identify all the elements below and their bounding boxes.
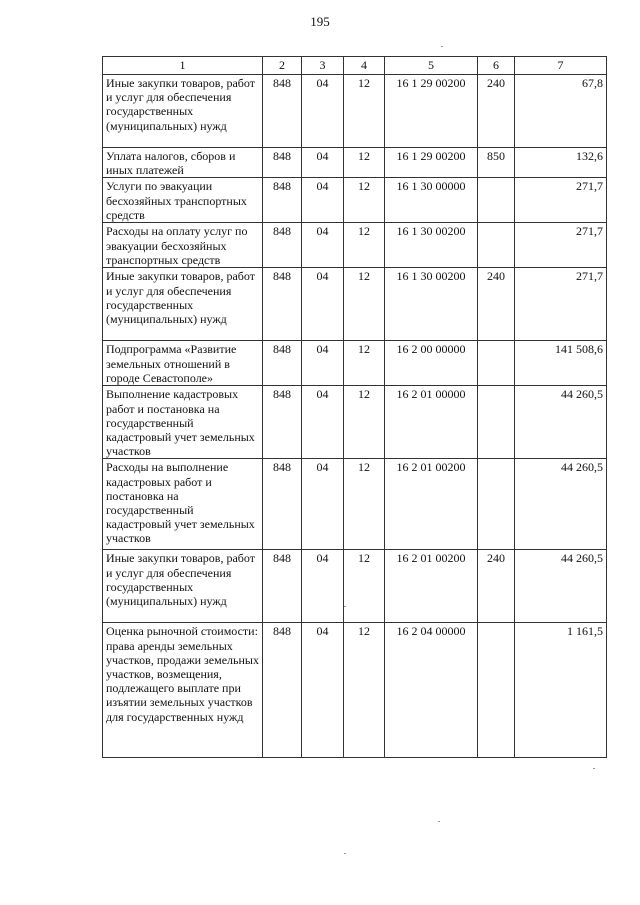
cell-name: Расходы на выполнение кадастровых работ и постановка на государственный кадастровый учет земельных участков (103, 459, 263, 550)
cell-csr: 16 2 00 00000 (385, 341, 478, 386)
cell-pr: 12 (344, 550, 385, 623)
cell-amount: 132,6 (515, 148, 607, 178)
cell-name: Иные закупки товаров, работ и услуг для обеспечения государственных (муниципальных) нужд (103, 268, 263, 341)
cell-pr: 12 (344, 459, 385, 550)
cell-rz: 04 (302, 386, 344, 459)
table-header-row (103, 57, 607, 75)
cell-amount: 271,7 (515, 178, 607, 223)
cell-pr: 12 (344, 268, 385, 341)
table-row (103, 223, 607, 268)
cell-name: Уплата налогов, сборов и иных платежей (103, 148, 263, 178)
table-row (103, 386, 607, 459)
cell-gr: 848 (263, 148, 302, 178)
cell-vr (478, 223, 515, 268)
cell-amount: 44 260,5 (515, 459, 607, 550)
cell-pr: 12 (344, 341, 385, 386)
table-row (103, 268, 607, 341)
header-cell-csr: 5 (385, 57, 478, 75)
table-row (103, 148, 607, 178)
table-row (103, 178, 607, 223)
cell-pr: 12 (344, 75, 385, 148)
cell-csr: 16 2 01 00200 (385, 459, 478, 550)
table-row (103, 75, 607, 148)
scan-speck (593, 768, 595, 769)
scan-speck (344, 606, 346, 607)
cell-amount: 271,7 (515, 268, 607, 341)
table-row (103, 459, 607, 550)
cell-csr: 16 1 29 00200 (385, 148, 478, 178)
scan-speck (438, 821, 440, 822)
table-row (103, 341, 607, 386)
cell-amount: 44 260,5 (515, 550, 607, 623)
cell-name: Услуги по эвакуации бесхозяйных транспортных средств (103, 178, 263, 223)
cell-rz: 04 (302, 623, 344, 758)
cell-name: Подпрограмма «Развитие земельных отношений в городе Севастополе» (103, 341, 263, 386)
cell-csr: 16 2 01 00200 (385, 550, 478, 623)
cell-gr: 848 (263, 550, 302, 623)
cell-name: Выполнение кадастровых работ и постановка на государственный кадастровый учет земельных участков (103, 386, 263, 459)
cell-vr: 850 (478, 148, 515, 178)
cell-gr: 848 (263, 386, 302, 459)
cell-amount: 141 508,6 (515, 341, 607, 386)
cell-pr: 12 (344, 148, 385, 178)
cell-csr: 16 1 30 00200 (385, 268, 478, 341)
cell-csr: 16 1 30 00200 (385, 223, 478, 268)
cell-name: Иные закупки товаров, работ и услуг для обеспечения государственных (муниципальных) нужд (103, 550, 263, 623)
cell-rz: 04 (302, 223, 344, 268)
header-cell-name: 1 (103, 57, 263, 75)
cell-vr (478, 178, 515, 223)
cell-name: Расходы на оплату услуг по эвакуации бесхозяйных транспортных средств (103, 223, 263, 268)
cell-amount: 44 260,5 (515, 386, 607, 459)
cell-gr: 848 (263, 75, 302, 148)
cell-vr (478, 386, 515, 459)
cell-vr: 240 (478, 268, 515, 341)
cell-csr: 16 1 30 00000 (385, 178, 478, 223)
header-cell-rz: 3 (302, 57, 344, 75)
cell-csr: 16 1 29 00200 (385, 75, 478, 148)
cell-csr: 16 2 01 00000 (385, 386, 478, 459)
cell-vr (478, 341, 515, 386)
cell-pr: 12 (344, 223, 385, 268)
cell-vr: 240 (478, 75, 515, 148)
header-cell-amount: 7 (515, 57, 607, 75)
scan-speck (344, 853, 346, 854)
cell-pr: 12 (344, 386, 385, 459)
cell-rz: 04 (302, 550, 344, 623)
cell-rz: 04 (302, 341, 344, 386)
cell-rz: 04 (302, 75, 344, 148)
cell-amount: 271,7 (515, 223, 607, 268)
table-row (103, 623, 607, 758)
header-cell-vr: 6 (478, 57, 515, 75)
budget-table (102, 56, 607, 758)
cell-vr (478, 623, 515, 758)
cell-rz: 04 (302, 459, 344, 550)
cell-gr: 848 (263, 223, 302, 268)
cell-pr: 12 (344, 623, 385, 758)
cell-amount: 67,8 (515, 75, 607, 148)
cell-name: Иные закупки товаров, работ и услуг для обеспечения государственных (муниципальных) нужд (103, 75, 263, 148)
header-cell-gr: 2 (263, 57, 302, 75)
cell-gr: 848 (263, 459, 302, 550)
cell-gr: 848 (263, 623, 302, 758)
cell-rz: 04 (302, 148, 344, 178)
page-number: 195 (310, 14, 330, 29)
cell-csr: 16 2 04 00000 (385, 623, 478, 758)
cell-pr: 12 (344, 178, 385, 223)
cell-gr: 848 (263, 178, 302, 223)
cell-gr: 848 (263, 341, 302, 386)
cell-gr: 848 (263, 268, 302, 341)
cell-amount: 1 161,5 (515, 623, 607, 758)
cell-vr: 240 (478, 550, 515, 623)
table-row (103, 550, 607, 623)
scan-speck (441, 46, 443, 47)
cell-rz: 04 (302, 178, 344, 223)
cell-name: Оценка рыночной стоимости: права аренды земельных участков, продажи земельных участков, возмещения, подлежащего выплате при изъятии земельных участков для государственных нужд (103, 623, 263, 758)
header-cell-pr: 4 (344, 57, 385, 75)
cell-rz: 04 (302, 268, 344, 341)
cell-vr (478, 459, 515, 550)
